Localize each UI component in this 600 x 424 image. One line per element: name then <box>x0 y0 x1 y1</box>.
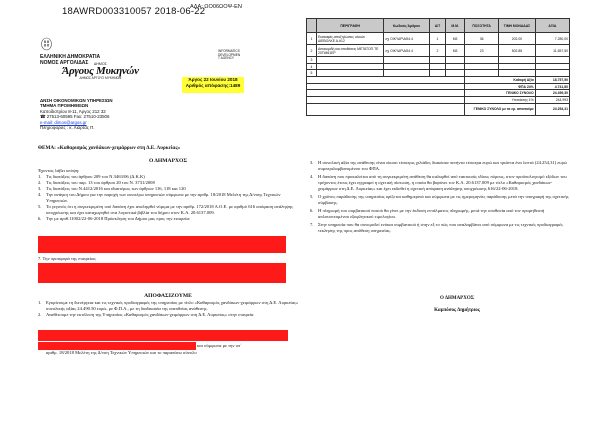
list-item <box>38 256 300 262</box>
totals-value: 24.254,31 <box>535 103 569 115</box>
table-cell <box>307 90 465 97</box>
item-text: Η συνολική αξία της ανάθεσης είναι είκοσι τέσσερις χιλιάδες διακόσια πενήντα τέσσερα ευρώ και τριάντα ένα λεπτά (24.254,31) ευρώ συμπεριλαμβανομένου του ΦΠΑ. <box>318 160 567 171</box>
logo-deme: ΔΗΜΟΣ <box>93 62 107 66</box>
table-cell: 2 <box>307 45 317 57</box>
totals-row <box>307 103 570 115</box>
dept-line: Καποδιστρίου 8-11, Άργος 212 32 <box>40 108 106 114</box>
date-line: Άργος 22 Ιουνίου 2018 <box>188 77 238 82</box>
table-cell: σχ ΟΙΚΥΔΡ\ΑΘ4.4 <box>384 45 429 57</box>
totals-row <box>307 83 570 90</box>
decision-tail: και σύμφωνα με την υπ΄ <box>197 343 242 348</box>
prefecture-name: ΝΟΜΟΣ ΑΡΓΟΛΙΔΑΣ <box>40 60 89 66</box>
table-cell <box>429 63 446 70</box>
totals-value: 244,993 <box>535 97 569 104</box>
item-number: 7. <box>38 256 42 261</box>
table-cell <box>429 70 446 77</box>
redacted-block <box>38 342 196 350</box>
decision-number: Αριθμός απόφασης:1489 <box>185 83 241 88</box>
item-text: Η δαπάνη που προκαλείται από τη συγκεκριμένη ανάθεση θα καλυφθεί από τακτικούς ιδίους πόρους, στον προϋπολογισμό εξόδων του τρέχοντος έτους έχει εγγραφεί η σχετική πίστωση, η οποία θα βαρύνει τον Κ.Α. 20.6137.009 με τίτλο «Καθαρισμός χανδάκων-χειμάρρων στη Δ.Ε. Λυρκείας» και έχει εκδοθεί η σχετική απόφαση ανάληψης υποχρέωσης 616/22-06-2018. <box>318 174 567 191</box>
totals-label: Υποτάκτης 1% <box>464 97 535 104</box>
table-cell: 3 <box>307 57 317 64</box>
table-cell: 202.00 <box>499 33 535 45</box>
municipality-logo <box>62 62 139 80</box>
logo-tag: ΔΗΜΟΣ ΑΡΓΟΥΣ ΜΥΚΗΝΩΝ <box>79 76 122 80</box>
table-cell <box>429 57 446 64</box>
list-item <box>38 300 300 312</box>
dept-line: ΔΝΣΗ ΟΙΚΟΝΟΜΙΚΩΝ ΥΠΗΡΕΣΙΩΝ <box>40 98 113 103</box>
considerations-list <box>38 174 300 222</box>
redacted-block <box>38 330 288 341</box>
table-cell: 5 <box>307 70 317 77</box>
table-cell: Αποκομιδή και αποθέσεις ΜΕΤΑΤΟΠ.ΤΕ 20Γ\Μ61ΕΡ <box>316 45 383 57</box>
stamp-line: INFORMATICS <box>218 49 240 53</box>
dept-line: ☎ 27513-60595 Fax: 27510-23506 <box>40 114 110 120</box>
table-header-cell: ΑΞΙΑ <box>535 19 569 33</box>
table-cell <box>464 57 498 64</box>
item-text: Την ανάγκη του Δήμου για την παροχή των ανωτέρω υπηρεσιών σύμφωνα με την αριθμ. 18/2018 Μελέτη της Δ/νσης Τεχνικών Υπηρεσιών. <box>46 192 281 203</box>
table-header-cell: Α/Τ <box>429 19 446 33</box>
list-item <box>310 194 572 206</box>
item-number: 2. <box>38 180 42 185</box>
item-text: Ο χρόνος παράδοσης της υπηρεσίας ορίζεται καθημερινά και σύμφωνα με τις ημερομηνίες παράδοσης μετά την υπογραφή της σχετικής σύμβασης. <box>318 194 569 205</box>
list-item <box>38 192 300 204</box>
adam-number: 18AWRD003310057 2018-06-22 <box>62 6 206 17</box>
table-cell: 11.657,50 <box>535 45 569 57</box>
table-cell: 7.280,00 <box>535 33 569 45</box>
stamp-line: DEVELOPMEN <box>218 52 241 57</box>
totals-label: ΓΕΝΙΚΟ ΣΥΝΟΛΟ <box>464 90 535 97</box>
item-text: Στην υπηρεσία που θα συνομοδεί ενόκαι συμβατικού ή στην εξ το πώς που αναλαμβάνει από σύμφωνα με τις τεχνικές προδιαγραφές τεκλησης της προς ανάθεση υπηρεσίας. <box>318 222 563 233</box>
dept-line: ΤΜΗΜΑ ΠΡΟΜΗΘΕΙΩΝ <box>40 103 89 109</box>
item-number: 6. <box>310 208 314 213</box>
table-row <box>307 45 570 57</box>
dept-line: Πληροφορίες : κ. Λιάρτας Π. <box>40 125 95 131</box>
list-item <box>38 312 300 318</box>
item-number: 4. <box>38 192 42 197</box>
decision-heading: ΑΠΟΦΑΣΙΖΟΥΜΕ <box>144 293 192 299</box>
item-number: 1. <box>38 300 42 305</box>
table-header-cell <box>307 19 317 33</box>
table-cell: 502.85 <box>499 45 535 57</box>
table-cell: 2 <box>429 45 446 57</box>
logo-name: Άργους Μυκηνών <box>62 65 139 77</box>
table-cell <box>446 70 465 77</box>
redacted-block <box>38 236 286 253</box>
table-cell <box>307 97 465 104</box>
table-cell <box>464 70 498 77</box>
table-row <box>307 33 570 45</box>
totals-row <box>307 77 570 84</box>
redacted-block <box>38 263 286 283</box>
item-number: 5. <box>310 194 314 199</box>
considering-label: Έχοντας λάβει υπόψη: <box>38 168 80 173</box>
item-number: 6. <box>38 216 42 221</box>
table-cell: 36 <box>464 33 498 45</box>
totals-label: Καθαρή Αξία <box>464 77 535 84</box>
table-cell <box>535 63 569 70</box>
right-items-list <box>310 160 572 234</box>
table-cell: 1 <box>307 33 317 45</box>
table-cell: Εκσκαφές-αποξηλώσεις υλικών ΔΙΕΒΟΛΚΕ Α-#12 <box>316 33 383 45</box>
table-row <box>307 70 570 77</box>
item-number: 3. <box>38 186 42 191</box>
item-text: Αναθέτουμε την εκτέλεση της Υπηρεσίας «Καθαρισμός χανδάκων-χειμάρρων στη Δ.Ε. Λυρκείας» στην εταιρεία <box>46 312 254 317</box>
list-item <box>38 204 300 216</box>
table-cell <box>446 63 465 70</box>
list-item <box>310 174 572 192</box>
item-text: Η πληρωμή του συμβατικού ποσού θα γίνει με την έκδοση εντάλματος πληρωμής, μετά την οποθεσία από τον προμηθευτή απλουστευμένου εξοφλητικού τιμολογίου. <box>318 208 545 219</box>
totals-label: ΦΠΑ 24% <box>464 83 535 90</box>
table-cell: Μ3 <box>446 45 465 57</box>
table-cell <box>535 57 569 64</box>
date-box <box>182 77 244 93</box>
table-cell <box>499 70 535 77</box>
item-text: Τις διατάξεις του Ν.4412/2016 και ιδιαιτέρως των άρθρων 116, 118 και 120 <box>46 186 186 191</box>
department-block <box>40 98 113 130</box>
item-number: 2. <box>38 312 42 317</box>
totals-value: 18.757,50 <box>535 77 569 84</box>
table-cell <box>307 103 465 115</box>
totals-row <box>307 97 570 104</box>
table-cell <box>307 77 465 84</box>
item-text: Εγκρίνουμε τη διενέργεια και τις τεχνικές προδιαγραφές της υπηρεσίας με τίτλο «Καθαρισμός χανδάκων-χειμάρρων στη Δ.Ε. Λυρκείας» συνολικής αξίας 24.490.50 ευρώ, με Φ.Π.Α., με τη διαδικασία της απευθείας ανάθεσης. <box>46 300 299 311</box>
list-item <box>310 222 572 234</box>
table-cell <box>384 70 429 77</box>
totals-row <box>307 90 570 97</box>
item-text: Τις διατάξεις του άρθρου 209 του Ν.3463/06 (Δ.Κ.Κ) <box>46 174 145 179</box>
email-link[interactable]: e-mail: dimos@argos.gr <box>40 119 87 125</box>
table-cell <box>535 70 569 77</box>
table-cell: 23 <box>464 45 498 57</box>
table-cell: 4 <box>307 63 317 70</box>
table-cell <box>316 57 383 64</box>
item-number: 4. <box>310 174 314 179</box>
table-cell <box>316 63 383 70</box>
table-cell <box>307 83 465 90</box>
table-header-cell: ΠΕΡΙΓΡΑΦΗ <box>316 19 383 33</box>
stamp-line: T AGENCY <box>218 56 235 61</box>
mayor-heading: Ο ΔΗΜΑΡΧΟΣ <box>148 158 188 164</box>
agency-stamp <box>218 50 266 61</box>
list-item <box>38 216 300 222</box>
totals-label: ΓΕΝΙΚΟ ΣΥΝΟΛΟ με τα ερ. απαιτούμε <box>464 103 535 115</box>
item-number: 3. <box>310 160 314 165</box>
item-text: Την προσφορά της εταιρείας: <box>42 256 97 261</box>
table-cell <box>316 70 383 77</box>
ada-number: ΑΔΑ: ΩΟ06ΩΟΨ-ΕΝ <box>190 4 242 10</box>
signature-name: Καμπόσος Δημήτριος <box>434 308 480 313</box>
decisions-list <box>38 300 300 318</box>
decision-tail: αριθμ. 18/2018 Μελέτη της Δ/νση Τεχνικών Υπηρεσιών και το παραπάνω σύνολο <box>46 350 197 355</box>
table-cell: 1 <box>429 33 446 45</box>
list-item <box>310 208 572 220</box>
table-header-cell: Μ.Μ. <box>446 19 465 33</box>
totals-value: 4.741,80 <box>535 83 569 90</box>
table-header-cell: Κωδικός Άρθρου <box>384 19 429 33</box>
table-cell <box>384 57 429 64</box>
totals-value: 24.499,30 <box>535 90 569 97</box>
item-number: 7. <box>310 222 314 227</box>
table-cell: σχ ΟΙΚΥΔΡ\ΑΘ4.4 <box>384 33 429 45</box>
item-text: Το γεγονός ότι η συγκεκριμένη υπό δαπάνη έχει αναληφθεί νόμιμα με την αριθμ. 172/2018 Α.Ο.Ε. με αριθμό 616 απόφαση ανάληψης υποχρέωσης και έχει καταχωρηθεί στα λογιστικά βιβλία του δήμου στον Κ.Α. 20.6137.009. <box>46 204 293 215</box>
greek-emblem-icon <box>40 37 53 51</box>
republic-name: ΕΛΛΗΝΙΚΗ ΔΗΜΟΚΡΑΤΙΑ <box>40 54 101 60</box>
table-cell <box>446 57 465 64</box>
table-header-row <box>307 19 570 33</box>
item-text: Τις διατάξεις του παρ. 13 του άρθρου 20 του Ν. 3731/2008 <box>46 180 155 185</box>
list-item <box>310 160 572 172</box>
table-row <box>307 57 570 64</box>
item-number: 5. <box>38 204 42 209</box>
signature-role: Ο ΔΗΜΑΡΧΟΣ <box>439 296 475 301</box>
cost-table <box>306 18 570 116</box>
subject-line: ΘΕΜΑ: «Καθαρισμός χανδάκων-χειμάρρων στη Δ.Ε. Λυρκείας» <box>38 145 181 151</box>
table-cell <box>499 57 535 64</box>
table-header-cell: ΠΟΣΟΤΗΤΑ <box>464 19 498 33</box>
item-text: Την με αριθ.11002/22-06-2018 Πρόσκληση του Δήμου μας προς την εταιρεία: <box>46 216 191 221</box>
table-header-cell: ΤΙΜΗ ΜΟΝΑΔΑΣ <box>499 19 535 33</box>
table-cell: Μ3 <box>446 33 465 45</box>
table-row <box>307 63 570 70</box>
table-cell <box>499 63 535 70</box>
table-cell <box>464 63 498 70</box>
table-cell <box>384 63 429 70</box>
item-number: 1. <box>38 174 42 179</box>
